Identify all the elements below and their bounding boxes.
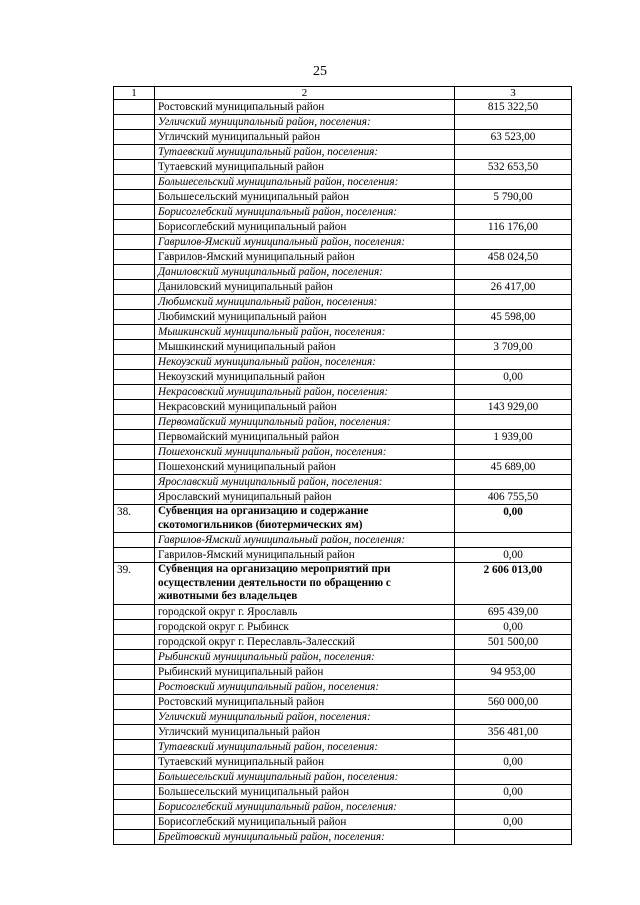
subgroup-row: [114, 415, 572, 430]
row-number: [114, 295, 155, 310]
district-name: Ярославский муниципальный район: [155, 490, 455, 505]
amount-value: [455, 649, 572, 664]
amount-value: [455, 325, 572, 340]
table-row: [114, 724, 572, 739]
subgroup-label: Борисоглебский муниципальный район, поселения:: [155, 205, 455, 220]
row-number: [114, 475, 155, 490]
row-number: [114, 460, 155, 475]
row-number: [114, 310, 155, 325]
row-number: [114, 664, 155, 679]
amount-value: [455, 679, 572, 694]
row-number: [114, 799, 155, 814]
subgroup-label: Рыбинский муниципальный район, поселения:: [155, 649, 455, 664]
amount-value: 0,00: [455, 784, 572, 799]
row-number: [114, 145, 155, 160]
amount-value: 356 481,00: [455, 724, 572, 739]
subgroup-label: Некрасовский муниципальный район, поселения:: [155, 385, 455, 400]
row-number: [114, 634, 155, 649]
amount-value: 695 439,00: [455, 604, 572, 619]
table-row: [114, 634, 572, 649]
amount-value: [455, 709, 572, 724]
header-col-3: 3: [455, 87, 572, 100]
table-row: [114, 548, 572, 563]
amount-value: [455, 115, 572, 130]
amount-value: [455, 533, 572, 548]
row-number: [114, 814, 155, 829]
row-number: [114, 724, 155, 739]
subgroup-row: [114, 175, 572, 190]
subgroup-row: [114, 649, 572, 664]
row-number: [114, 604, 155, 619]
table-row: [114, 310, 572, 325]
amount-value: 0,00: [455, 619, 572, 634]
row-number: 38.: [114, 505, 155, 533]
subgroup-label: Борисоглебский муниципальный район, поселения:: [155, 799, 455, 814]
row-number: [114, 175, 155, 190]
row-number: [114, 250, 155, 265]
subgroup-label: Ярославский муниципальный район, поселения:: [155, 475, 455, 490]
table-row: [114, 340, 572, 355]
row-number: [114, 385, 155, 400]
district-name: Ростовский муниципальный район: [155, 694, 455, 709]
table-row: [114, 400, 572, 415]
amount-value: 0,00: [455, 754, 572, 769]
district-name: Тутаевский муниципальный район: [155, 160, 455, 175]
district-name: Угличский муниципальный район: [155, 724, 455, 739]
row-number: [114, 769, 155, 784]
subgroup-label: Большесельский муниципальный район, поселения:: [155, 175, 455, 190]
table-row: [114, 190, 572, 205]
subgroup-row: [114, 769, 572, 784]
district-name: городской округ г. Переславль-Залесский: [155, 634, 455, 649]
district-name: Гаврилов-Ямский муниципальный район: [155, 250, 455, 265]
district-name: Борисоглебский муниципальный район: [155, 220, 455, 235]
subgroup-label: Даниловский муниципальный район, поселения:: [155, 265, 455, 280]
subgroup-label: Тутаевский муниципальный район, поселения:: [155, 739, 455, 754]
row-number: [114, 265, 155, 280]
row-number: [114, 160, 155, 175]
row-number: [114, 739, 155, 754]
amount-value: [455, 829, 572, 844]
subgroup-label: Любимский муниципальный район, поселения:: [155, 295, 455, 310]
subgroup-row: [114, 679, 572, 694]
row-number: [114, 355, 155, 370]
row-number: [114, 430, 155, 445]
district-name: Мышкинский муниципальный район: [155, 340, 455, 355]
row-number: [114, 829, 155, 844]
subgroup-row: [114, 445, 572, 460]
table-row: [114, 664, 572, 679]
district-name: Ростовский муниципальный район: [155, 100, 455, 115]
row-number: [114, 784, 155, 799]
table-row: [114, 490, 572, 505]
amount-value: 5 790,00: [455, 190, 572, 205]
amount-value: 63 523,00: [455, 130, 572, 145]
category-total: 2 606 013,00: [455, 563, 572, 605]
amount-value: [455, 445, 572, 460]
amount-value: 94 953,00: [455, 664, 572, 679]
amount-value: 143 929,00: [455, 400, 572, 415]
row-number: 39.: [114, 563, 155, 605]
subgroup-label: Гаврилов-Ямский муниципальный район, поселения:: [155, 533, 455, 548]
table-row: [114, 784, 572, 799]
header-col-1: 1: [114, 87, 155, 100]
subgroup-label: Брейтовский муниципальный район, поселения:: [155, 829, 455, 844]
amount-value: 0,00: [455, 814, 572, 829]
amount-value: 45 598,00: [455, 310, 572, 325]
district-name: городской округ г. Рыбинск: [155, 619, 455, 634]
amount-value: 1 939,00: [455, 430, 572, 445]
district-name: Тутаевский муниципальный район: [155, 754, 455, 769]
header-col-2: 2: [155, 87, 455, 100]
amount-value: 0,00: [455, 548, 572, 563]
district-name: Даниловский муниципальный район: [155, 280, 455, 295]
district-name: Любимский муниципальный район: [155, 310, 455, 325]
amount-value: 116 176,00: [455, 220, 572, 235]
row-number: [114, 533, 155, 548]
subgroup-label: Некоузский муниципальный район, поселения:: [155, 355, 455, 370]
row-number: [114, 400, 155, 415]
amount-value: 560 000,00: [455, 694, 572, 709]
amount-value: [455, 385, 572, 400]
subgroup-row: [114, 145, 572, 160]
district-name: Большесельский муниципальный район: [155, 190, 455, 205]
subgroup-row: [114, 355, 572, 370]
subgroup-label: Тутаевский муниципальный район, поселения:: [155, 145, 455, 160]
table-header-row: [114, 87, 572, 100]
amount-value: 815 322,50: [455, 100, 572, 115]
budget-table: [113, 86, 572, 845]
row-number: [114, 370, 155, 385]
category-row: [114, 563, 572, 605]
row-number: [114, 130, 155, 145]
amount-value: 26 417,00: [455, 280, 572, 295]
table-row: [114, 430, 572, 445]
category-title: Субвенция на организацию мероприятий при осуществлении деятельности по обращению с животными без владельцев: [155, 563, 455, 605]
amount-value: 458 024,50: [455, 250, 572, 265]
district-name: городской округ г. Ярославль: [155, 604, 455, 619]
table-row: [114, 100, 572, 115]
amount-value: 0,00: [455, 370, 572, 385]
amount-value: [455, 265, 572, 280]
category-total: 0,00: [455, 505, 572, 533]
subgroup-label: Первомайский муниципальный район, поселения:: [155, 415, 455, 430]
row-number: [114, 490, 155, 505]
subgroup-row: [114, 829, 572, 844]
subgroup-row: [114, 295, 572, 310]
table-row: [114, 814, 572, 829]
row-number: [114, 694, 155, 709]
row-number: [114, 100, 155, 115]
table-row: [114, 220, 572, 235]
district-name: Пошехонский муниципальный район: [155, 460, 455, 475]
subgroup-row: [114, 325, 572, 340]
row-number: [114, 280, 155, 295]
district-name: Большесельский муниципальный район: [155, 784, 455, 799]
row-number: [114, 115, 155, 130]
subgroup-row: [114, 475, 572, 490]
subgroup-label: Пошехонский муниципальный район, поселения:: [155, 445, 455, 460]
row-number: [114, 649, 155, 664]
amount-value: [455, 355, 572, 370]
row-number: [114, 190, 155, 205]
table-row: [114, 280, 572, 295]
amount-value: 3 709,00: [455, 340, 572, 355]
district-name: Борисоглебский муниципальный район: [155, 814, 455, 829]
amount-value: 501 500,00: [455, 634, 572, 649]
amount-value: 532 653,50: [455, 160, 572, 175]
amount-value: [455, 769, 572, 784]
table-row: [114, 370, 572, 385]
row-number: [114, 445, 155, 460]
subgroup-row: [114, 739, 572, 754]
row-number: [114, 325, 155, 340]
subgroup-label: Угличский муниципальный район, поселения:: [155, 115, 455, 130]
subgroup-label: Большесельский муниципальный район, поселения:: [155, 769, 455, 784]
district-name: Первомайский муниципальный район: [155, 430, 455, 445]
subgroup-row: [114, 709, 572, 724]
row-number: [114, 548, 155, 563]
row-number: [114, 679, 155, 694]
district-name: Рыбинский муниципальный район: [155, 664, 455, 679]
amount-value: [455, 145, 572, 160]
amount-value: [455, 205, 572, 220]
subgroup-label: Мышкинский муниципальный район, поселения:: [155, 325, 455, 340]
district-name: Некоузский муниципальный район: [155, 370, 455, 385]
amount-value: 45 689,00: [455, 460, 572, 475]
amount-value: 406 755,50: [455, 490, 572, 505]
subgroup-row: [114, 235, 572, 250]
category-row: [114, 505, 572, 533]
amount-value: [455, 415, 572, 430]
amount-value: [455, 739, 572, 754]
district-name: Некрасовский муниципальный район: [155, 400, 455, 415]
table-row: [114, 130, 572, 145]
amount-value: [455, 235, 572, 250]
table-row: [114, 694, 572, 709]
row-number: [114, 754, 155, 769]
table-body: [114, 87, 572, 845]
table-row: [114, 160, 572, 175]
table-row: [114, 619, 572, 634]
row-number: [114, 619, 155, 634]
amount-value: [455, 475, 572, 490]
subgroup-row: [114, 205, 572, 220]
subgroup-row: [114, 533, 572, 548]
subgroup-row: [114, 265, 572, 280]
row-number: [114, 205, 155, 220]
table-row: [114, 604, 572, 619]
subgroup-row: [114, 799, 572, 814]
amount-value: [455, 295, 572, 310]
subgroup-row: [114, 385, 572, 400]
row-number: [114, 709, 155, 724]
table-row: [114, 250, 572, 265]
district-name: Гаврилов-Ямский муниципальный район: [155, 548, 455, 563]
amount-value: [455, 175, 572, 190]
row-number: [114, 415, 155, 430]
row-number: [114, 220, 155, 235]
row-number: [114, 235, 155, 250]
row-number: [114, 340, 155, 355]
subgroup-label: Угличский муниципальный район, поселения:: [155, 709, 455, 724]
table-row: [114, 460, 572, 475]
subgroup-label: Ростовский муниципальный район, поселения:: [155, 679, 455, 694]
subgroup-label: Гаврилов-Ямский муниципальный район, поселения:: [155, 235, 455, 250]
district-name: Угличский муниципальный район: [155, 130, 455, 145]
subgroup-row: [114, 115, 572, 130]
table-row: [114, 754, 572, 769]
page-number: 25: [313, 64, 327, 79]
amount-value: [455, 799, 572, 814]
category-title: Субвенция на организацию и содержание скотомогильников (биотермических ям): [155, 505, 455, 533]
